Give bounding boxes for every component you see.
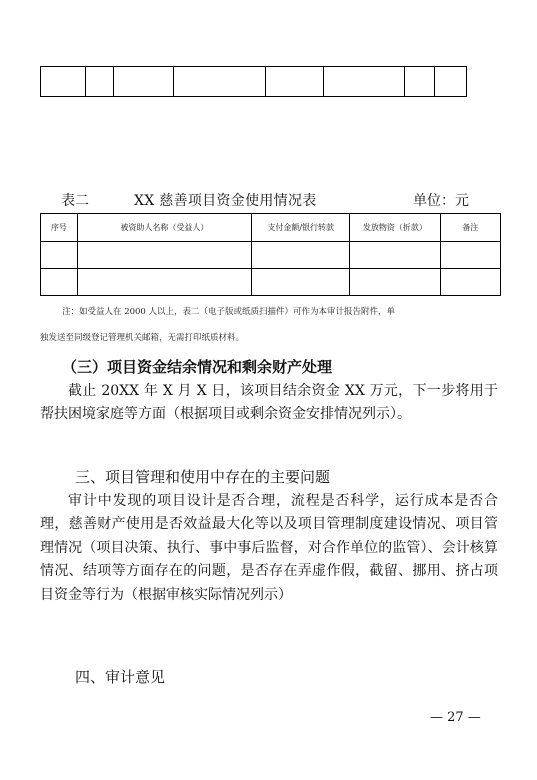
table2-number: 表二 (61, 193, 89, 209)
subsection-heading-balance: （三）项目资金结余情况和剩余财产处理 (62, 358, 333, 376)
table-cell (440, 242, 501, 269)
table-cell (173, 67, 265, 97)
table-cell (41, 67, 86, 97)
header-goods: 发放物资（折款） (350, 214, 440, 242)
table2-title: XX 慈善项目资金使用情况表 (134, 193, 317, 209)
table-cell (324, 67, 405, 97)
table-row (41, 269, 501, 296)
table-cell (440, 269, 501, 296)
fund-usage-table (40, 213, 501, 296)
table-cell (77, 242, 251, 269)
header-payment: 支付金额/银行转款 (252, 214, 350, 242)
table-row (41, 242, 501, 269)
table-cell (252, 242, 350, 269)
table-cell (113, 67, 173, 97)
table-cell (41, 242, 78, 269)
table-cell (77, 269, 251, 296)
table-cell (350, 269, 440, 296)
table-cell (252, 269, 350, 296)
table2-unit: 单位：元 (413, 193, 469, 209)
table-cell (266, 67, 324, 97)
table-cell (435, 67, 467, 97)
table-cell (404, 67, 435, 97)
table-note-line1: 注：如受益人在 2000 人以上，表二（电子版或纸质扫描件）可作为本审计报告附件，单 (62, 307, 396, 317)
table-cell (86, 67, 114, 97)
table-cell (350, 242, 440, 269)
table-header-row (41, 214, 501, 242)
table-note-line2: 独发送至同级登记管理机关邮箱，无需打印纸质材料。 (40, 333, 245, 343)
page-number: — 27 — (430, 710, 481, 725)
section-problems-text: 审计中发现的项目设计是否合理，流程是否科学，运行成本是否合理，慈善财产使用是否效益最大化等以及项目管理制度建设情况、项目管理情况（项目决策、执行、事中事后监督，对合作单位的监管）、会计核算情况、结项等方面存在的问题，是否存在弄虚作假，截留、挪用、挤占项目资金等行为（根据审核实际情况列示） (40, 493, 498, 603)
table-cell (41, 269, 78, 296)
table-row (41, 67, 467, 97)
header-remarks: 备注 (440, 214, 501, 242)
header-serial: 序号 (41, 214, 78, 242)
section-heading-opinion: 四、审计意见 (75, 668, 166, 686)
subsection-balance-text: 截止 20XX 年 X 月 X 日，该项目结余资金 XX 万元，下一步将用于帮扶困境家庭等方面（根据项目或剩余资金安排情况列示）。 (40, 383, 498, 423)
section-heading-problems: 三、项目管理和使用中存在的主要问题 (75, 468, 331, 486)
header-beneficiary: 被资助人名称（受益人） (77, 214, 251, 242)
previous-table-tail (40, 66, 467, 97)
